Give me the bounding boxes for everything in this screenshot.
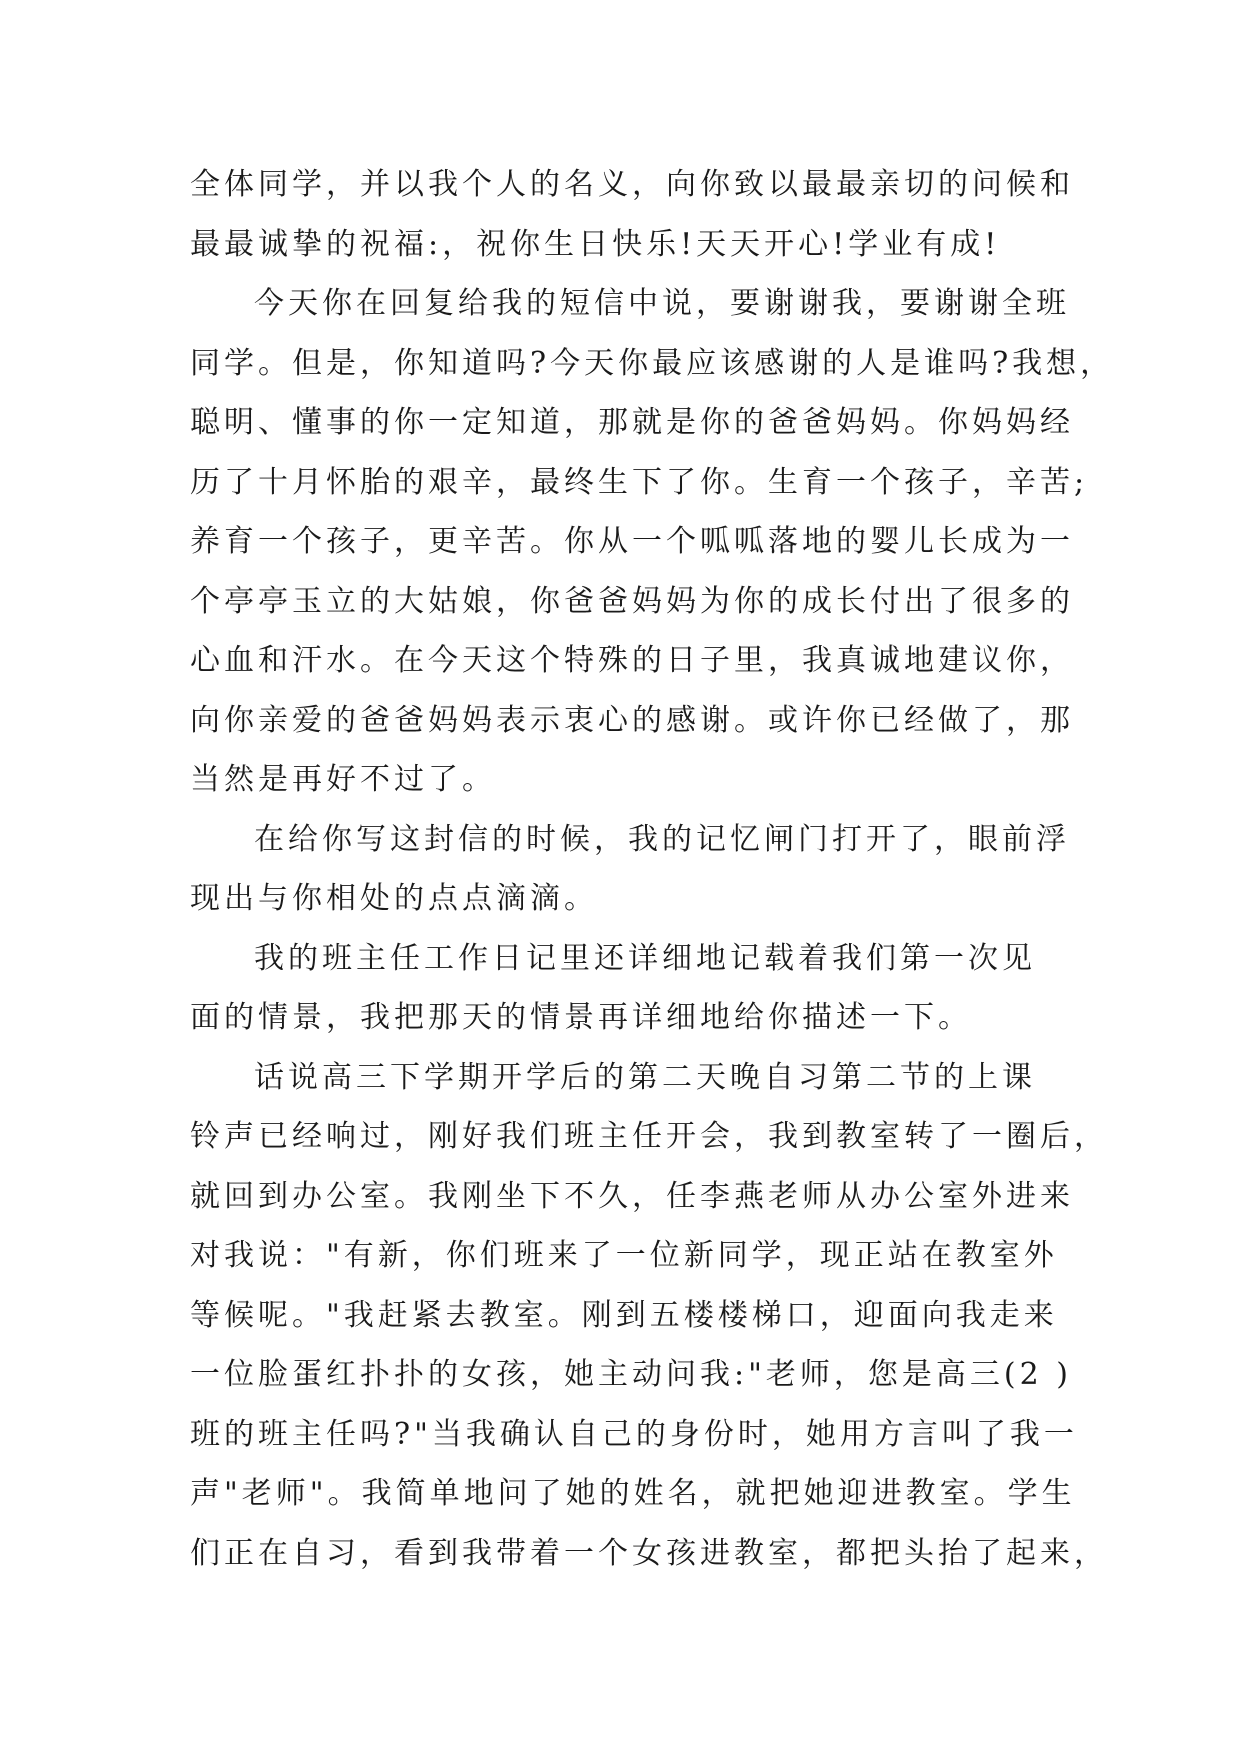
text-line: 等候呢。"我赶紧去教室。刚到五楼楼梯口，迎面向我走来 [190, 1297, 1058, 1333]
text-line: 面的情景，我把那天的情景再详细地给你描述一下。 [190, 1000, 972, 1035]
text-line: 铃声已经响过，刚好我们班主任开会，我到教室转了一圈后， [190, 1119, 1108, 1154]
text-line: 今天你在回复给我的短信中说，要谢谢我，要谢谢全班 [254, 286, 1070, 321]
text-line: 向你亲爱的爸爸妈妈表示衷心的感谢。或许你已经做了，那 [190, 702, 1074, 738]
text-line: 心血和汗水。在今天这个特殊的日子里，我真诚地建议你， [190, 643, 1074, 678]
text-line: 一位脸蛋红扑扑的女孩，她主动问我:"老师，您是高三(2 ) [190, 1357, 1072, 1392]
document-body [190, 155, 1115, 1583]
text-line: 对我说："有新，你们班来了一位新同学，现正站在教室外 [190, 1238, 1058, 1273]
text-line: 我的班主任工作日记里还详细地记载着我们第一次见 [254, 940, 1036, 976]
text-line: 养育一个孩子，更辛苦。你从一个呱呱落地的婴儿长成为一 [190, 524, 1074, 559]
text-line: 就回到办公室。我刚坐下不久，任李燕老师从办公室外进来 [190, 1178, 1074, 1214]
text-line: 们正在自习，看到我带着一个女孩进教室，都把头抬了起来， [190, 1535, 1108, 1571]
text-line: 在给你写这封信的时候，我的记忆闸门打开了，眼前浮 [254, 821, 1070, 857]
text-line: 声"老师"。我简单地问了她的姓名，就把她迎进教室。学生 [190, 1476, 1076, 1511]
text-line: 同学。但是，你知道吗?今天你最应该感谢的人是谁吗?我想， [190, 345, 1115, 381]
text-line: 个亭亭玉立的大姑娘，你爸爸妈妈为你的成长付出了很多的 [190, 583, 1074, 619]
text-line: 历了十月怀胎的艰辛，最终生下了你。生育一个孩子，辛苦; [190, 464, 1089, 500]
text-line: 最最诚挚的祝福:，祝你生日快乐!天天开心!学业有成! [190, 226, 1001, 262]
text-line: 当然是再好不过了。 [190, 762, 496, 797]
text-line: 班的班主任吗?"当我确认自己的身份时，她用方言叫了我一 [190, 1416, 1078, 1452]
text-line: 话说高三下学期开学后的第二天晚自习第二节的上课 [254, 1059, 1036, 1095]
text-line: 现出与你相处的点点滴滴。 [190, 881, 598, 916]
text-line: 全体同学，并以我个人的名义，向你致以最最亲切的问候和 [190, 167, 1074, 202]
text-line: 聪明、懂事的你一定知道，那就是你的爸爸妈妈。你妈妈经 [190, 405, 1074, 440]
